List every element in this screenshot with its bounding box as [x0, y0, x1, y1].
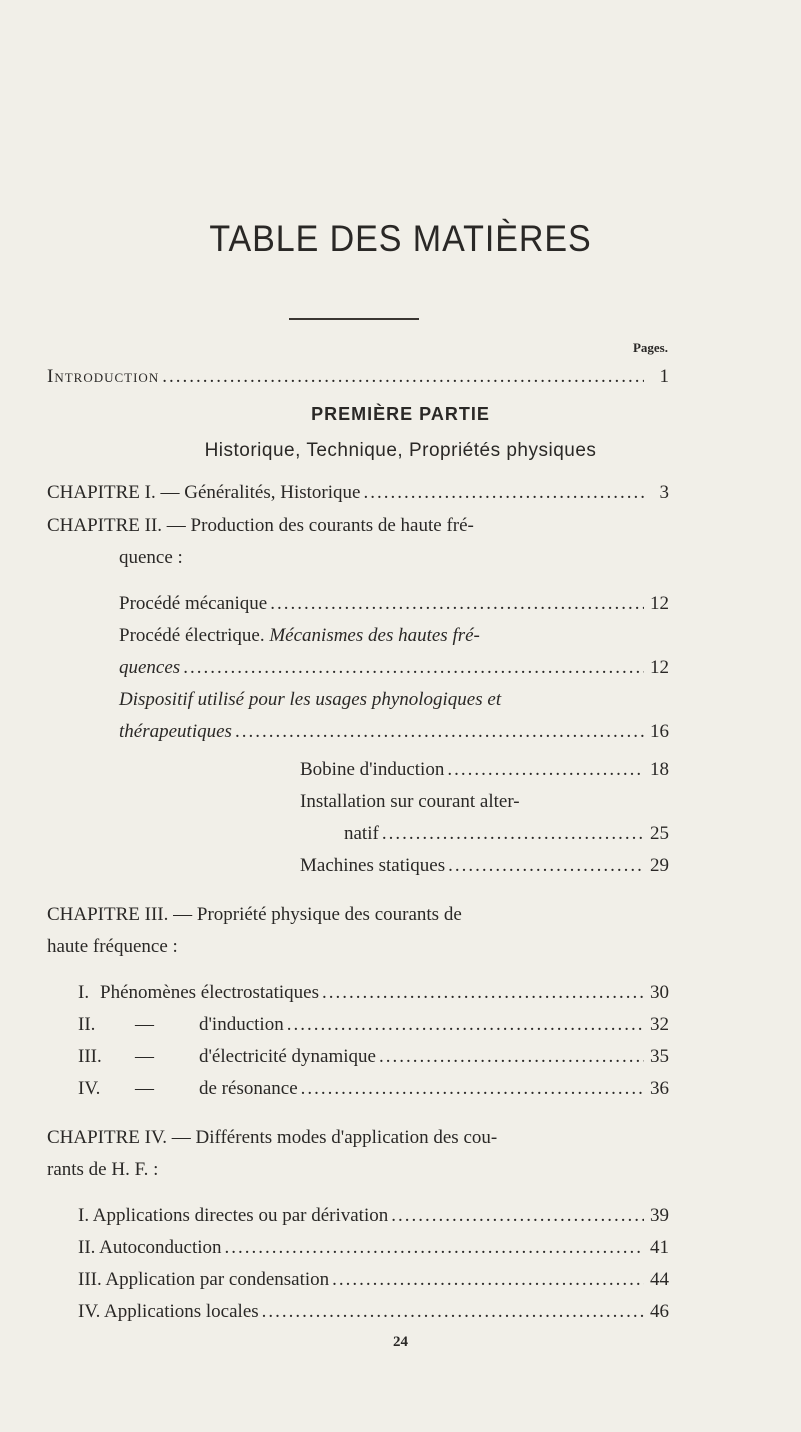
leader-dots [235, 721, 644, 743]
toc-num: II. [78, 1014, 96, 1035]
toc-entry-ch3-item [78, 1078, 669, 1100]
toc-label-italic: Mécanismes des hautes fré- [269, 625, 480, 646]
chapter-4-heading: CHAPITRE IV. — Différents modes d'application des cou- [47, 1127, 498, 1148]
signature-number: 24 [393, 1334, 408, 1350]
toc-page: 44 [650, 1269, 669, 1290]
toc-label: d'électricité dynamique [199, 1046, 376, 1067]
leader-dots [183, 657, 644, 679]
toc-entry-ch3-item [78, 1014, 669, 1036]
part-subtitle: Historique, Technique, Propriétés physiques [204, 440, 597, 461]
leader-dots [448, 855, 644, 877]
toc-entry-ch4-item [78, 1301, 669, 1323]
leader-dots [270, 593, 644, 615]
toc-page: 32 [650, 1014, 669, 1035]
page-title: TABLE DES MATIÈRES [209, 218, 592, 259]
toc-page: 46 [650, 1301, 669, 1322]
toc-label: Procédé mécanique [119, 593, 268, 614]
toc-entry-ch4-item [78, 1237, 669, 1259]
chapter-4-heading-cont: rants de H. F. : [47, 1159, 159, 1180]
toc-entry-installation: Installation sur courant alter- [300, 791, 520, 812]
leader-dots [332, 1269, 644, 1291]
toc-label: I. Applications directes ou par dérivation [78, 1205, 389, 1226]
leader-dots [225, 1237, 644, 1259]
toc-label: Bobine d'induction [300, 759, 445, 780]
chapter-2-heading-cont: quence : [119, 547, 183, 568]
toc-label-prefix: Procédé électrique. [119, 625, 265, 646]
toc-label: quences [119, 657, 181, 678]
leader-dots [322, 982, 644, 1004]
toc-entry-chapter-1 [47, 482, 669, 504]
toc-entry-dispositif-cont [119, 721, 669, 743]
leader-dots [287, 1014, 644, 1036]
toc-label: Phénomènes électrostatiques [100, 982, 319, 1003]
toc-page: 12 [650, 593, 669, 614]
toc-page: 12 [650, 657, 669, 678]
leader-dots [262, 1301, 644, 1323]
toc-entry-procede-mecanique [119, 593, 669, 615]
toc-label: II. Autoconduction [78, 1237, 222, 1258]
toc-entry-introduction [47, 366, 669, 388]
toc-entry-installation-cont [344, 823, 669, 845]
chapter-2-heading: CHAPITRE II. — Production des courants de haute fré- [47, 515, 474, 536]
toc-num: I. [78, 982, 90, 1003]
toc-num: III. [78, 1046, 102, 1067]
part-title: PREMIÈRE PARTIE [311, 404, 490, 424]
chapter-3-heading-cont: haute fréquence : [47, 936, 178, 957]
toc-page: 18 [650, 759, 669, 780]
toc-label: CHAPITRE I. — Généralités, Historique [47, 482, 361, 503]
toc-dash: — [135, 1078, 154, 1099]
toc-entry-dispositif: Dispositif utilisé pour les usages phynologiques et [119, 689, 502, 710]
leader-dots [391, 1205, 644, 1227]
toc-entry-machines [300, 855, 669, 877]
leader-dots [301, 1078, 644, 1100]
toc-entry-bobine [300, 759, 669, 781]
leader-dots [363, 482, 644, 504]
toc-entry-ch4-item [78, 1205, 669, 1227]
toc-label: natif [344, 823, 379, 844]
toc-entry-ch3-item [78, 982, 669, 1004]
toc-entry-ch4-item [78, 1269, 669, 1291]
leader-dots [162, 366, 644, 388]
toc-page: 36 [650, 1078, 669, 1099]
toc-label: Machines statiques [300, 855, 446, 876]
toc-entry-procede-electrique-cont [119, 657, 669, 679]
pages-column-label: Pages. [632, 340, 668, 355]
toc-page: 41 [650, 1237, 669, 1258]
leader-dots [447, 759, 644, 781]
toc-page: 30 [650, 982, 669, 1003]
leader-dots [382, 823, 644, 845]
toc-page: 16 [650, 721, 669, 742]
leader-dots [379, 1046, 644, 1068]
toc-label: thérapeutiques [119, 721, 232, 742]
toc-entry-procede-electrique [119, 625, 480, 647]
toc-label: IV. Applications locales [78, 1301, 259, 1322]
toc-dash: — [135, 1014, 154, 1035]
toc-page: 29 [650, 855, 669, 876]
toc-label: III. Application par condensation [78, 1269, 330, 1290]
chapter-3-heading: CHAPITRE III. — Propriété physique des courants de [47, 904, 462, 925]
toc-dash: — [135, 1046, 154, 1067]
toc-label: de résonance [199, 1078, 298, 1099]
toc-page: 25 [650, 823, 669, 844]
toc-page: 1 [659, 366, 669, 387]
toc-num: IV. [78, 1078, 101, 1099]
toc-page: 39 [650, 1205, 669, 1226]
toc-entry-ch3-item [78, 1046, 669, 1068]
toc-page: 3 [659, 482, 669, 503]
toc-page: 35 [650, 1046, 669, 1067]
title-rule [289, 318, 419, 320]
toc-label: Introduction [47, 366, 160, 387]
toc-label: d'induction [199, 1014, 284, 1035]
